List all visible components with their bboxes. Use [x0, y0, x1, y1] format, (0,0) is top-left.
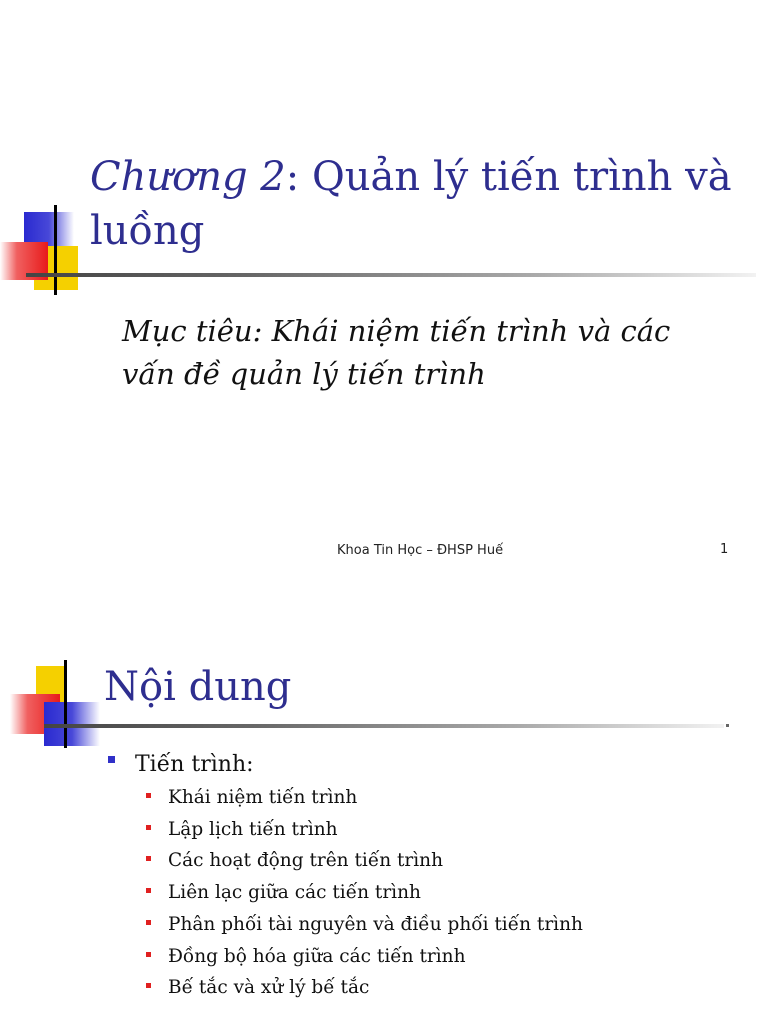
- vertical-line-decoration: [64, 660, 67, 748]
- red-bullet-icon: [146, 856, 151, 861]
- red-bullet-icon: [146, 983, 151, 988]
- list-item: [146, 909, 583, 941]
- list-item: [146, 877, 583, 909]
- underline-end-dot: [726, 724, 729, 727]
- title-underline: [44, 724, 724, 728]
- slide-title: [90, 150, 740, 258]
- square-bullet-icon: [108, 756, 115, 763]
- red-bullet-icon: [146, 920, 151, 925]
- list-item-text: Bế tắc và xử lý bế tắc: [168, 977, 370, 999]
- red-bullet-icon: [146, 952, 151, 957]
- list-item: [146, 972, 583, 1004]
- list-item: [146, 941, 583, 973]
- list-item-text: Liên lạc giữa các tiến trình: [168, 882, 421, 904]
- list-item-text: Lập lịch tiến trình: [168, 818, 338, 840]
- list-item-text: Các hoạt động trên tiến trình: [168, 850, 444, 872]
- chapter-title: : Quản lý tiến trình và luồng: [90, 154, 732, 254]
- list-item-text: Đồng bộ hóa giữa các tiến trình: [168, 945, 466, 967]
- chapter-label: Chương 2: [90, 154, 286, 200]
- sub-bullet-list: [146, 782, 583, 1004]
- slide-subtitle: Mục tiêu: Khái niệm tiến trình và các vấn đề quản lý tiến trình: [122, 314, 671, 391]
- list-item-text: Phân phối tài nguyên và điều phối tiến trình: [168, 913, 583, 935]
- footer-organization: Khoa Tin Học – ĐHSP Huế: [337, 543, 504, 558]
- page-number: 1: [720, 542, 729, 557]
- red-bullet-icon: [146, 825, 151, 830]
- slide-2: [0, 600, 768, 1024]
- main-bullet: [108, 748, 254, 782]
- list-item-text: Khái niệm tiến trình: [168, 787, 358, 808]
- vertical-line-decoration: [54, 205, 57, 295]
- title-decoration: [0, 658, 110, 758]
- slide-title: Nội dung: [104, 664, 292, 710]
- title-underline: [26, 273, 756, 277]
- main-bullet-text: Tiến trình:: [135, 752, 254, 777]
- red-bullet-icon: [146, 888, 151, 893]
- red-bullet-icon: [146, 793, 151, 798]
- list-item: [146, 782, 583, 814]
- list-item: [146, 814, 583, 846]
- list-item: [146, 845, 583, 877]
